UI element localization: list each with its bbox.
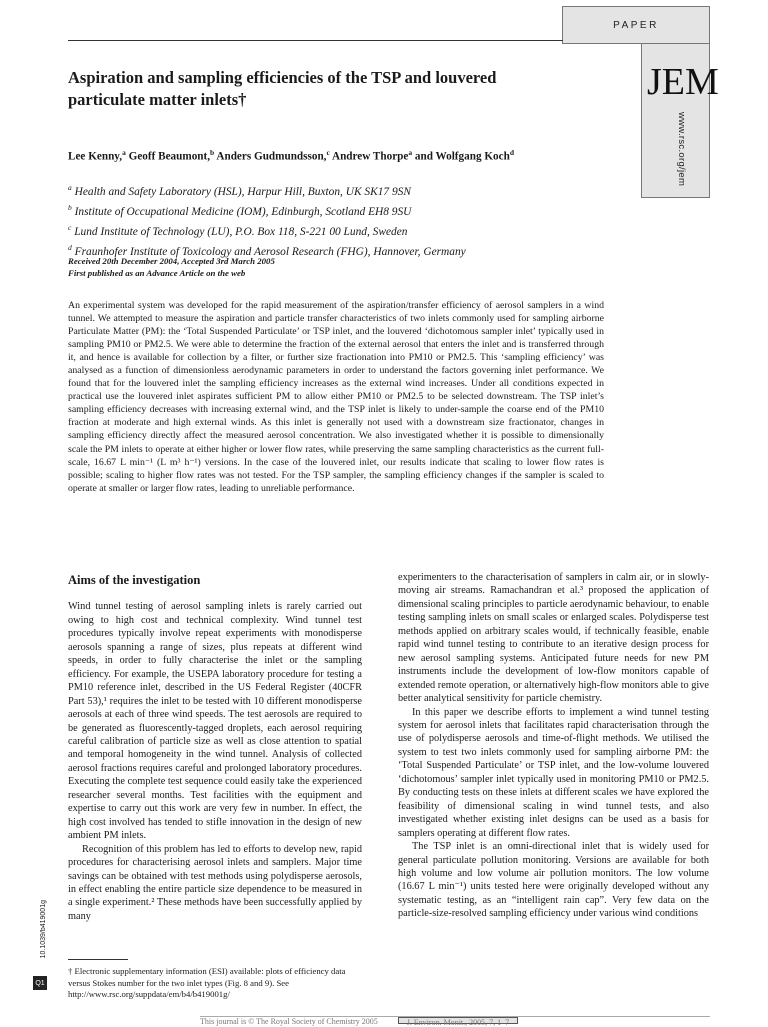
body-paragraph: In this paper we describe efforts to implement a wind tunnel testing system for aerosol inlets that facilitates rapid characterisation through the use of polydisperse aerosols and time-of-flight methods. We utilised the system to test two inlets commonly used for sampling airborne PM: the ‘Total Suspended Particulate’ or TSP inlet, and the low-volume louvered ‘dichotomous’ sampler inlet typically used in monitoring PM10 or PM2.5. By conducting tests on these inlets at different scales we have explored the feasibility of dimensional scaling in wind tunnel tests, and also investigated whether existing inlet designs can be used as a basis for samplers operating at different flow rates. [398, 706, 709, 839]
jem-logo-text: JEM [647, 61, 719, 103]
header-rule [68, 40, 563, 41]
doi-label[interactable]: 10.1039/b419001g [40, 900, 47, 959]
abstract: An experimental system was developed for the rapid measurement of the aspiration/transfer efficiency of aerosol samplers in a wind tunnel. We attempted to measure the aspiration and particle transfer characteristics of two inlets commonly used for sampling airborne Particulate Matter (PM): the ‘Total Suspended Particulate’ or TSP inlet, and the louvered ‘dichotomous sampler inlet’ typically used in sampling PM10 or PM2.5. We were able to determine the fraction of the external aerosol that enters the inlet and is transferred through it, and hence is available for collection by a filter, or further size fractionation into PM10 or PM2.5. This ‘sampling efficiency’ was analysed as a function of dimensionless aerodynamic parameters in order to understand the factors governing inlet performance. We found that for the louvered inlet the sampling efficiency increases as the external wind increases. Under all conditions expected in practical use the louvered inlet aspirates sufficient PM to allow either PM10 or PM2.5 to be selected downstream. The TSP inlet’s sampling efficiency decreases with increasing external wind, and the TSP inlet is likely to under-sample the coarse end of the PM10 fraction at moderate and high external winds. As this inlet is generally not used with a downstream size fractionator, changes in sampling efficiency directly affect the measured aerosol concentration. We also investigated whether it is possible to dimensionally scale the PM inlets to operate at either higher or lower flow rates, while preserving the same sampling characteristics as the current full-scale, 16.67 L min⁻¹ (L m³ h⁻¹) versions. In the case of the louvered inlet, our results indicate that scaling to lower flow rates is possible; scaling to higher flow rates was not tested. For the TSP sampler, the sampling efficiency changes if the sampler is scaled to operate at smaller or larger flow rates, leading to unreliable performance. [68, 300, 604, 494]
footer-journal-line: This journal is © The Royal Society of Chemistry 2005 [200, 1017, 378, 1026]
affiliation: $^d$ Fraunhofer Institute of Toxicology and Aerosol Research (FHG), Hannover, Germany [68, 243, 466, 259]
body-column-left [68, 574, 362, 923]
q1-badge: Q1 [33, 976, 47, 990]
author-list [68, 148, 608, 163]
footnote-rule [68, 959, 128, 960]
affiliation: $^a$ Health and Safety Laboratory (HSL), Harpur Hill, Buxton, UK SK17 9SN [68, 183, 411, 198]
body-paragraph: experimenters to the characterisation of samplers in calm air, or in slowly-moving air streams. Ramachandran et al.³ proposed the application of dimensional scaling principles to particle aerodynamic behaviour, to enable testing sampling inlets on small scales or enlarged scales. Polydisperse test methods applied on arbitrary scales would, if technically feasible, enable rapid wind tunnel testing to contribute to an iterative design process for new aerosol sampling systems. Anticipated future needs for new PM instruments include the development of low-flow monitors capable of extended remote operation, or alternatively high-flow monitors able to give better analytical sensitivity for particle chemistry. [398, 572, 709, 705]
author-affil-mark: a [122, 148, 126, 157]
footer-page-info: J. Environ. Monit., 2005, 7, 1–7 [398, 1017, 518, 1024]
author-name: Geoff Beaumont, [128, 150, 211, 163]
affiliation-list [68, 180, 628, 260]
page-footer [200, 1016, 710, 1027]
paper-title [68, 67, 608, 111]
paper-title-line: Aspiration and sampling efficiencies of the TSP and louvered [68, 68, 497, 87]
author-name: and Wolfgang Koch [414, 150, 510, 163]
section-heading: Aims of the investigation [68, 573, 201, 587]
jem-logo-icon [643, 50, 719, 110]
author-name: Lee Kenny, [68, 150, 123, 163]
body-paragraph: Recognition of this problem has led to efforts to develop new, rapid procedures for characterising aerosol inlets and samplers. Major time savings can be obtained with test methods using polydisperse aerosols, in effect enabling the entire particle size dependence to be measured in a single experiment.² These methods have been successfully applied by many [68, 843, 362, 922]
received-date: Received 20th December 2004, Accepted 3rd March 2005 [68, 256, 275, 266]
author-name: Andrew Thorpe [332, 150, 409, 163]
paper-title-line: particulate matter inlets† [68, 90, 247, 109]
author-affil-mark: b [210, 148, 215, 157]
author-affil-mark: a [408, 148, 413, 157]
author-affil-mark: d [509, 148, 514, 157]
publication-dates [68, 256, 588, 279]
affiliation: $^c$ Lund Institute of Technology (LU), P.O. Box 118, S-221 00 Lund, Sweden [68, 223, 408, 238]
body-column-right [398, 571, 709, 921]
body-paragraph: Wind tunnel testing of aerosol sampling inlets is rarely carried out owing to high cost and technical complexity. Wind tunnel test procedures typically involve repeat experiments with monodisperse aerosols spanning a range of sizes, plus repeats at different wind speeds, in order to fully characterise the inlet or the sampling efficiency. For example, the USEPA laboratory procedure for testing a PM10 reference inlet, described in the US Federal Register (40CFR Part 53),¹ requires the inlet to be tested with 10 different monodisperse aerosols at each of three wind speeds. The test aerosols are required to be generated as fluorescently-tagged droplets, each aerosol requiring careful calibration of particle size as well as close attention to spatial and temporal homogeneity in the wind tunnel. Analysis of collected aerosol fractions requires careful and prolonged laboratory procedures. Executing the complete test sequence could easily take the experienced researcher several months. Test facilities with the equipment and expertise to carry out this work are very few in number. In effect, the high cost involved has tended to stifle innovation in the design of new ambient PM inlets. [68, 601, 362, 842]
published-date: First published as an Advance Article on the web [68, 267, 246, 278]
footnote: † Electronic supplementary information (ESI) available: plots of efficiency data versus Stokes number for the two inlet types (Fig. 8 and 9). See http://www.rsc.org/suppdata/em/b4/b419001g/ [68, 966, 346, 1000]
author-affil-mark: c [326, 148, 330, 157]
journal-url[interactable]: www.rsc.org/jem [676, 112, 687, 187]
paper-type-label: PAPER [562, 6, 710, 44]
affiliation: $^b$ Institute of Occupational Medicine (IOM), Edinburgh, Scotland EH8 9SU [68, 203, 412, 218]
author-name: Anders Gudmundsson, [216, 150, 327, 163]
body-paragraph: The TSP inlet is an omni-directional inlet that is widely used for general particulate pollution monitoring. Versions are available for both high volume and low volume air pollution monitors. The low volume (16.67 L min⁻¹) units tested here were originally developed without any systematic testing, as an “intelligent rain cap”. Very few data on the particle-size-resolved sampling efficiency under various wind conditions [398, 841, 709, 920]
